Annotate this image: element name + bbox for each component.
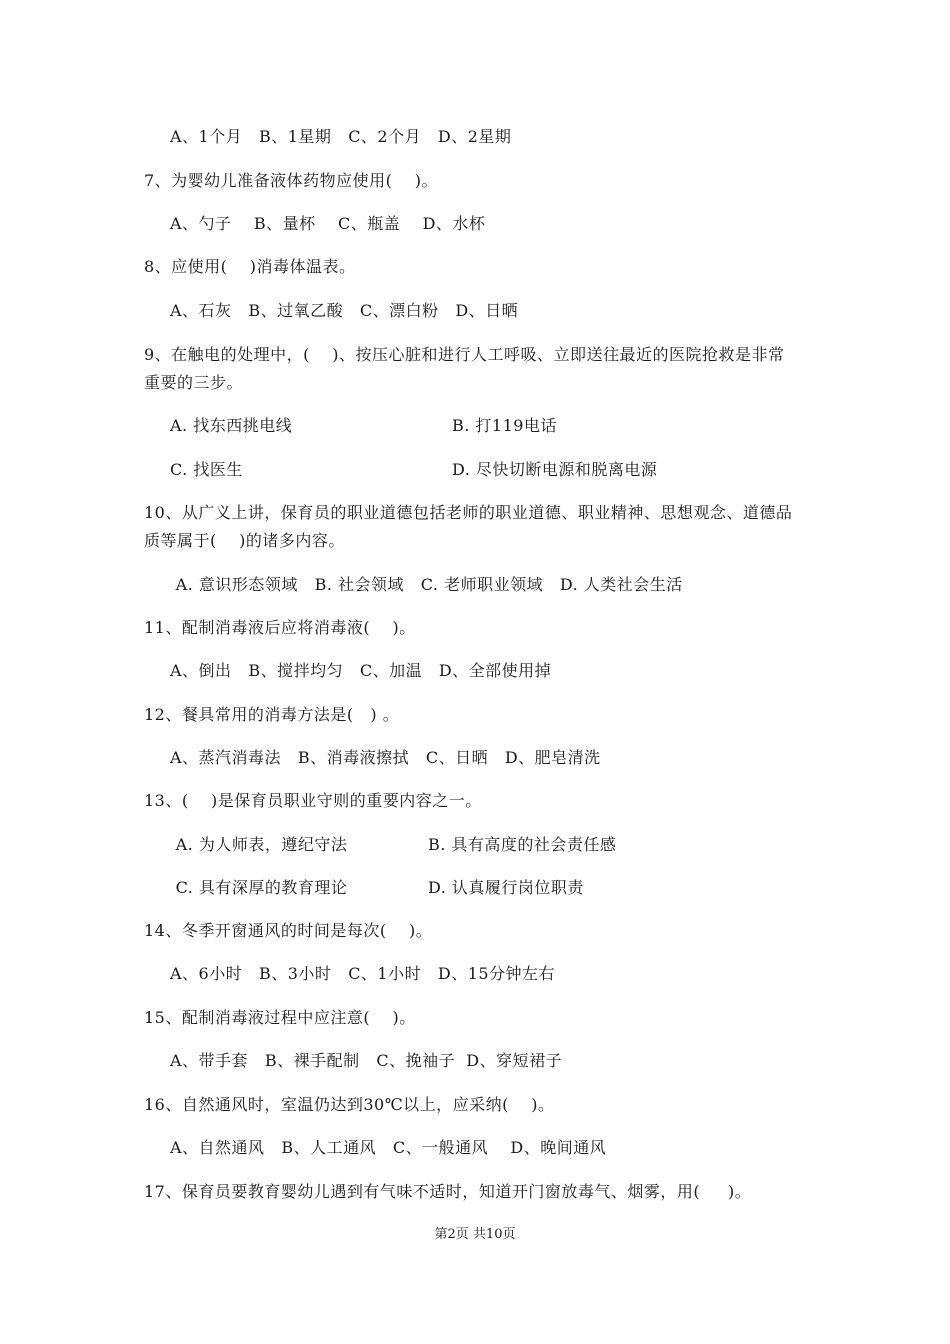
q13-option-a: A. 为人师表，遵纪守法 — [170, 835, 348, 854]
question-10-line2: 质等属于( )的诸多内容。 — [144, 531, 345, 550]
question-17: 17、保育员要教育婴幼儿遇到有气味不适时，知道开门窗放毒气、烟雾，用( )。 — [144, 1182, 752, 1201]
q13-option-d: D. 认真履行岗位职责 — [428, 878, 584, 897]
q13-option-b: B. 具有高度的社会责任感 — [428, 835, 617, 854]
question-11: 11、配制消毒液后应将消毒液( )。 — [144, 618, 416, 637]
q7-options: A、勺子 B、量杯 C、瓶盖 D、水杯 — [170, 214, 486, 233]
question-8: 8、应使用( )消毒体温表。 — [144, 257, 356, 276]
q13-option-c: C. 具有深厚的教育理论 — [170, 878, 348, 897]
question-9-line1: 9、在触电的处理中，( )、按压心脏和进行人工呼吸、立即送往最近的医院抢救是非常 — [144, 345, 785, 364]
question-7: 7、为婴幼儿准备液体药物应使用( )。 — [144, 171, 439, 190]
question-13: 13、( )是保育员职业守则的重要内容之一。 — [144, 791, 482, 810]
question-15: 15、配制消毒液过程中应注意( )。 — [144, 1008, 416, 1027]
q9-option-d: D. 尽快切断电源和脱离电源 — [452, 460, 658, 479]
q8-options: A、石灰 B、过氧乙酸 C、漂白粉 D、日晒 — [170, 301, 519, 320]
question-12: 12、餐具常用的消毒方法是( ) 。 — [144, 705, 400, 724]
question-9-line2: 重要的三步。 — [144, 373, 244, 392]
page-footer: 第2页 共10页 — [434, 1227, 516, 1242]
q15-options: A、带手套 B、裸手配制 C、挽袖子 D、穿短裙子 — [170, 1051, 563, 1070]
question-14: 14、冬季开窗通风的时间是每次( )。 — [144, 921, 433, 940]
q11-options: A、倒出 B、搅拌均匀 C、加温 D、全部使用掉 — [170, 661, 552, 680]
q14-options: A、6小时 B、3小时 C、1小时 D、15分钟左右 — [170, 964, 556, 983]
question-16: 16、自然通风时，室温仍达到30℃以上，应采纳( )。 — [144, 1095, 555, 1114]
q9-option-c: C. 找医生 — [170, 460, 243, 479]
q6-options: A、1个月 B、1星期 C、2个月 D、2星期 — [170, 127, 512, 146]
q10-options: A. 意识形态领域 B. 社会领域 C. 老师职业领域 D. 人类社会生活 — [170, 575, 683, 594]
question-10-line1: 10、从广义上讲，保育员的职业道德包括老师的职业道德、职业精神、思想观念、道德品 — [144, 503, 793, 522]
q9-option-a: A. 找东西挑电线 — [170, 416, 293, 435]
q12-options: A、蒸汽消毒法 B、消毒液擦拭 C、日晒 D、肥皂清洗 — [170, 748, 601, 767]
q16-options: A、自然通风 B、人工通风 C、一般通风 D、晚间通风 — [170, 1138, 607, 1157]
q9-option-b: B. 打119电话 — [452, 416, 557, 435]
